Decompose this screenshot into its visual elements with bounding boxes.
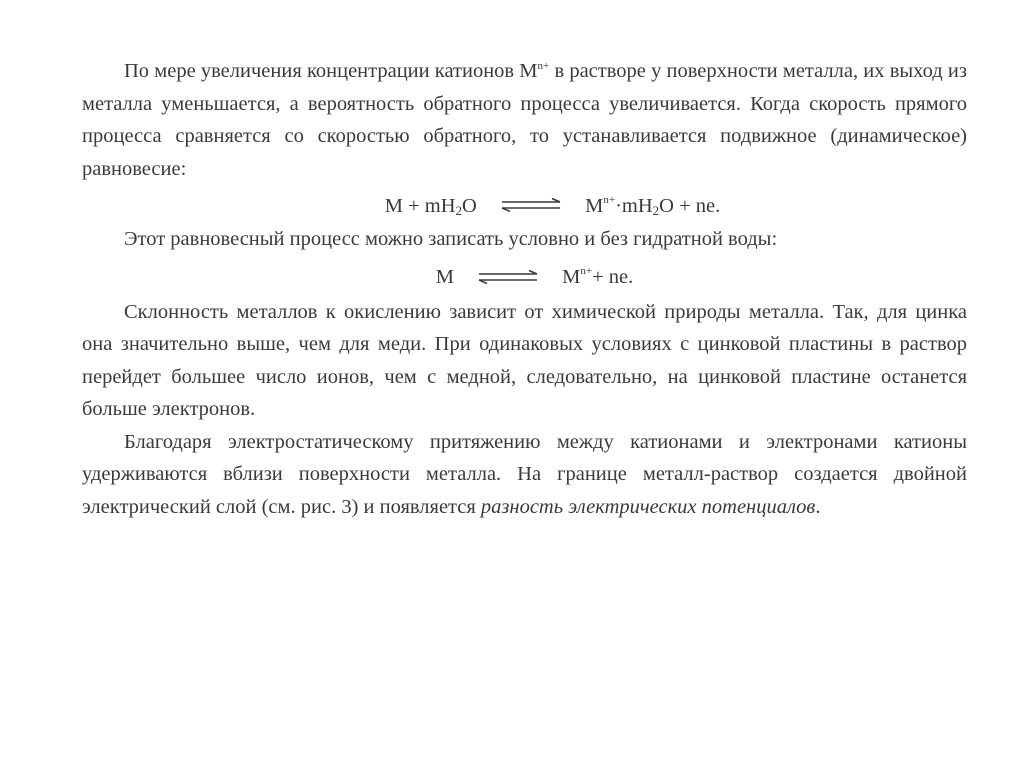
paragraph-4-end: .	[815, 495, 821, 518]
equation-1-right: $М^{n+}\cdot mH_2O$ + ne.	[585, 193, 721, 218]
document-page	[82, 55, 967, 523]
equation-2-right: $М^{n+}+$ ne.	[562, 265, 634, 289]
equation-hydrated-equilibrium	[82, 185, 967, 223]
paragraph-1	[82, 55, 967, 185]
paragraph-1-text-start: По мере увеличения концентрации катионов М	[124, 60, 538, 82]
equilibrium-arrows-icon	[477, 270, 539, 284]
equilibrium-arrows-icon	[500, 198, 562, 212]
paragraph-4-italic-term: разность электрических потенциалов	[480, 495, 816, 518]
paragraph-3: Склонность металлов к окислению зависит от химической природы металла. Так, для цинка она значительно выше, чем для меди. При одинаковых условиях с цинковой пластины в раствор перейдет большее число ионов, чем с медной, следовательно, на цинковой пластине останется больше электронов.	[82, 300, 967, 420]
equation-1-left: $М + mH_2O$	[384, 194, 477, 218]
equation-simple-equilibrium	[82, 256, 967, 296]
paragraph-4	[82, 426, 967, 524]
paragraph-4-text: Благодаря электростатическому притяжению между катионами и электронами катионы удерживаются вблизи поверхности металла. На границе металл-раствор создается двойной электрический слой (см. рис. 3) и появляется	[82, 430, 967, 518]
paragraph-2: Этот равновесный процесс можно записать условно и без гидратной воды:	[124, 228, 778, 250]
equation-2-left: М	[435, 265, 454, 288]
cation-charge-superscript: n+	[537, 60, 550, 72]
paragraph-1-text-end: в растворе у поверхности металла, их выход из металла уменьшается, а вероятность обратного процесса увеличивается. Когда скорость прямого процесса сравняется со скоростью обратного, то устанавливается подвижное (динамическое) равновесие:	[82, 60, 967, 180]
